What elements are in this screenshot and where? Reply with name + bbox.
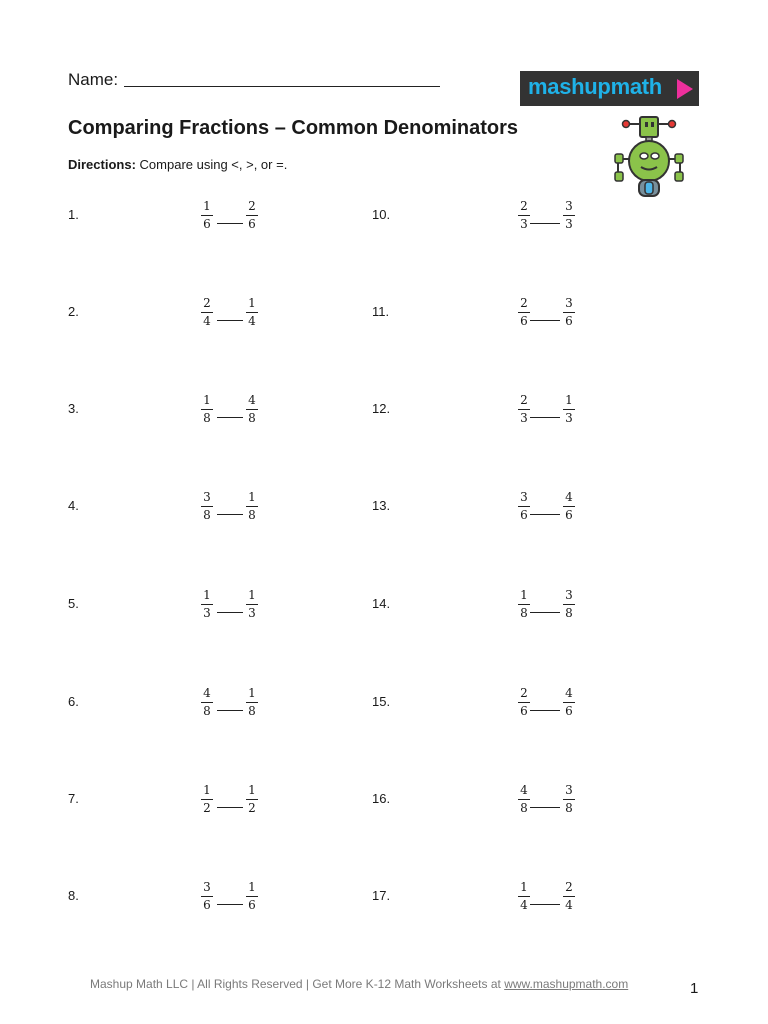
- problem-number: 4.: [68, 498, 79, 513]
- denominator: 8: [203, 704, 211, 718]
- fraction-bar: [518, 506, 530, 507]
- fraction-b: [562, 880, 576, 913]
- fraction-bar: [201, 896, 213, 897]
- denominator: 6: [203, 217, 211, 231]
- fraction-comparison: [200, 393, 270, 437]
- fraction-b: [562, 296, 576, 329]
- fraction-b: [562, 199, 576, 232]
- logo-text-mashup: mashup: [528, 74, 611, 99]
- fraction-bar: [246, 312, 258, 313]
- fraction-comparison: [200, 880, 270, 924]
- fraction-a: [200, 490, 214, 523]
- fraction-a: [517, 686, 531, 719]
- numerator: 1: [248, 490, 256, 504]
- numerator: 1: [520, 880, 528, 894]
- numerator: 3: [203, 880, 211, 894]
- fraction-bar: [201, 799, 213, 800]
- fraction-bar: [201, 604, 213, 605]
- denominator: 4: [565, 898, 573, 912]
- problem-number: 1.: [68, 207, 79, 222]
- denominator: 8: [565, 606, 573, 620]
- fraction-a: [200, 686, 214, 719]
- fraction-a: [200, 783, 214, 816]
- numerator: 1: [565, 393, 573, 407]
- numerator: 1: [248, 296, 256, 310]
- fraction-b: [245, 393, 259, 426]
- logo-text-math: math: [610, 74, 662, 99]
- fraction-comparison: [517, 783, 587, 827]
- numerator: 1: [520, 588, 528, 602]
- fraction-a: [517, 393, 531, 426]
- fraction-comparison: [517, 296, 587, 340]
- denominator: 6: [203, 898, 211, 912]
- numerator: 4: [520, 783, 528, 797]
- play-triangle-icon: [677, 79, 693, 99]
- denominator: 3: [520, 217, 528, 231]
- fraction-a: [517, 296, 531, 329]
- robot-icon: [612, 114, 686, 200]
- fraction-bar: [201, 702, 213, 703]
- fraction-bar: [563, 799, 575, 800]
- name-blank-line[interactable]: [124, 70, 440, 87]
- fraction-b: [562, 588, 576, 621]
- answer-blank[interactable]: [530, 710, 560, 711]
- numerator: 3: [203, 490, 211, 504]
- denominator: 8: [203, 411, 211, 425]
- fraction-a: [517, 783, 531, 816]
- fraction-bar: [201, 312, 213, 313]
- denominator: 3: [565, 411, 573, 425]
- denominator: 6: [248, 898, 256, 912]
- fraction-comparison: [517, 686, 587, 730]
- fraction-bar: [563, 312, 575, 313]
- numerator: 2: [520, 686, 528, 700]
- fraction-b: [245, 880, 259, 913]
- fraction-bar: [518, 896, 530, 897]
- problem-number: 17.: [372, 888, 391, 903]
- denominator: 8: [520, 606, 528, 620]
- fraction-bar: [563, 604, 575, 605]
- denominator: 4: [248, 314, 256, 328]
- problem-number: 10.: [372, 207, 391, 222]
- problem-number: 8.: [68, 888, 79, 903]
- numerator: 4: [565, 490, 573, 504]
- problem-number: 5.: [68, 596, 79, 611]
- numerator: 2: [203, 296, 211, 310]
- fraction-b: [562, 490, 576, 523]
- answer-blank[interactable]: [217, 807, 243, 808]
- answer-blank[interactable]: [217, 710, 243, 711]
- fraction-bar: [246, 506, 258, 507]
- numerator: 4: [203, 686, 211, 700]
- denominator: 6: [520, 704, 528, 718]
- numerator: 2: [565, 880, 573, 894]
- fraction-bar: [518, 799, 530, 800]
- logo-wordmark: [528, 74, 662, 100]
- numerator: 1: [203, 588, 211, 602]
- fraction-comparison: [200, 490, 270, 534]
- directions-text: Compare using <, >, or =.: [139, 157, 288, 172]
- answer-blank[interactable]: [217, 612, 243, 613]
- fraction-a: [517, 880, 531, 913]
- numerator: 3: [565, 588, 573, 602]
- numerator: 1: [203, 783, 211, 797]
- numerator: 3: [520, 490, 528, 504]
- denominator: 8: [248, 704, 256, 718]
- answer-blank[interactable]: [217, 320, 243, 321]
- denominator: 3: [203, 606, 211, 620]
- fraction-bar: [518, 312, 530, 313]
- numerator: 3: [565, 296, 573, 310]
- denominator: 3: [565, 217, 573, 231]
- fraction-a: [200, 296, 214, 329]
- footer-text: Mashup Math LLC | All Rights Reserved | Get More K-12 Math Worksheets at: [90, 977, 505, 991]
- numerator: 3: [565, 199, 573, 213]
- fraction-b: [562, 686, 576, 719]
- name-field-row: [68, 70, 440, 90]
- problem-number: 15.: [372, 694, 391, 709]
- fraction-bar: [246, 215, 258, 216]
- numerator: 1: [248, 783, 256, 797]
- denominator: 6: [520, 314, 528, 328]
- denominator: 8: [248, 411, 256, 425]
- numerator: 1: [248, 588, 256, 602]
- fraction-a: [200, 588, 214, 621]
- fraction-bar: [518, 604, 530, 605]
- worksheet-title: Comparing Fractions – Common Denominators: [68, 117, 519, 139]
- page-number: 1: [690, 980, 699, 997]
- denominator: 8: [248, 508, 256, 522]
- denominator: 6: [565, 704, 573, 718]
- fraction-bar: [563, 896, 575, 897]
- problem-number: 14.: [372, 596, 391, 611]
- denominator: 8: [203, 508, 211, 522]
- fraction-b: [245, 490, 259, 523]
- numerator: 3: [565, 783, 573, 797]
- problem-number: 7.: [68, 791, 79, 806]
- fraction-comparison: [200, 588, 270, 632]
- numerator: 1: [248, 880, 256, 894]
- fraction-bar: [246, 896, 258, 897]
- problem-number: 16.: [372, 791, 391, 806]
- fraction-bar: [246, 604, 258, 605]
- fraction-comparison: [200, 296, 270, 340]
- fraction-bar: [518, 215, 530, 216]
- answer-blank[interactable]: [530, 320, 560, 321]
- denominator: 3: [248, 606, 256, 620]
- fraction-b: [562, 783, 576, 816]
- fraction-b: [245, 588, 259, 621]
- fraction-comparison: [200, 783, 270, 827]
- directions-label: Directions:: [68, 157, 136, 172]
- numerator: 4: [248, 393, 256, 407]
- fraction-a: [200, 880, 214, 913]
- fraction-a: [517, 588, 531, 621]
- fraction-bar: [246, 409, 258, 410]
- fraction-comparison: [517, 880, 587, 924]
- denominator: 8: [565, 801, 573, 815]
- numerator: 2: [248, 199, 256, 213]
- problem-number: 13.: [372, 498, 391, 513]
- problem-number: 11.: [372, 304, 390, 319]
- numerator: 2: [520, 393, 528, 407]
- footer-link[interactable]: www.mashupmath.com: [504, 977, 629, 991]
- numerator: 2: [520, 296, 528, 310]
- denominator: 6: [565, 314, 573, 328]
- mashup-math-logo: [520, 71, 699, 106]
- footer: [90, 977, 628, 991]
- numerator: 1: [248, 686, 256, 700]
- fraction-comparison: [517, 393, 587, 437]
- denominator: 8: [520, 801, 528, 815]
- numerator: 2: [520, 199, 528, 213]
- fraction-a: [200, 199, 214, 232]
- fraction-comparison: [200, 686, 270, 730]
- directions: [68, 157, 287, 172]
- denominator: 4: [520, 898, 528, 912]
- answer-blank[interactable]: [530, 612, 560, 613]
- fraction-bar: [518, 409, 530, 410]
- fraction-b: [562, 393, 576, 426]
- fraction-a: [517, 490, 531, 523]
- answer-blank[interactable]: [217, 514, 243, 515]
- denominator: 4: [203, 314, 211, 328]
- numerator: 1: [203, 199, 211, 213]
- problem-number: 6.: [68, 694, 79, 709]
- fraction-bar: [201, 215, 213, 216]
- fraction-bar: [201, 409, 213, 410]
- fraction-b: [245, 783, 259, 816]
- answer-blank[interactable]: [530, 514, 560, 515]
- name-label: Name:: [68, 70, 119, 89]
- denominator: 2: [203, 801, 211, 815]
- problem-number: 12.: [372, 401, 391, 416]
- denominator: 6: [248, 217, 256, 231]
- numerator: 1: [203, 393, 211, 407]
- fraction-comparison: [517, 588, 587, 632]
- answer-blank[interactable]: [530, 417, 560, 418]
- fraction-bar: [563, 409, 575, 410]
- denominator: 3: [520, 411, 528, 425]
- fraction-bar: [563, 702, 575, 703]
- fraction-b: [245, 686, 259, 719]
- fraction-a: [200, 393, 214, 426]
- fraction-bar: [518, 702, 530, 703]
- problem-number: 3.: [68, 401, 79, 416]
- fraction-bar: [246, 799, 258, 800]
- fraction-b: [245, 199, 259, 232]
- answer-blank[interactable]: [530, 807, 560, 808]
- fraction-comparison: [200, 199, 270, 243]
- denominator: 2: [248, 801, 256, 815]
- answer-blank[interactable]: [217, 904, 243, 905]
- fraction-b: [245, 296, 259, 329]
- fraction-bar: [563, 506, 575, 507]
- denominator: 6: [520, 508, 528, 522]
- fraction-bar: [563, 215, 575, 216]
- answer-blank[interactable]: [217, 223, 243, 224]
- fraction-a: [517, 199, 531, 232]
- fraction-bar: [246, 702, 258, 703]
- fraction-comparison: [517, 490, 587, 534]
- denominator: 6: [565, 508, 573, 522]
- numerator: 4: [565, 686, 573, 700]
- fraction-comparison: [517, 199, 587, 243]
- answer-blank[interactable]: [217, 417, 243, 418]
- answer-blank[interactable]: [530, 904, 560, 905]
- fraction-bar: [201, 506, 213, 507]
- answer-blank[interactable]: [530, 223, 560, 224]
- problem-number: 2.: [68, 304, 79, 319]
